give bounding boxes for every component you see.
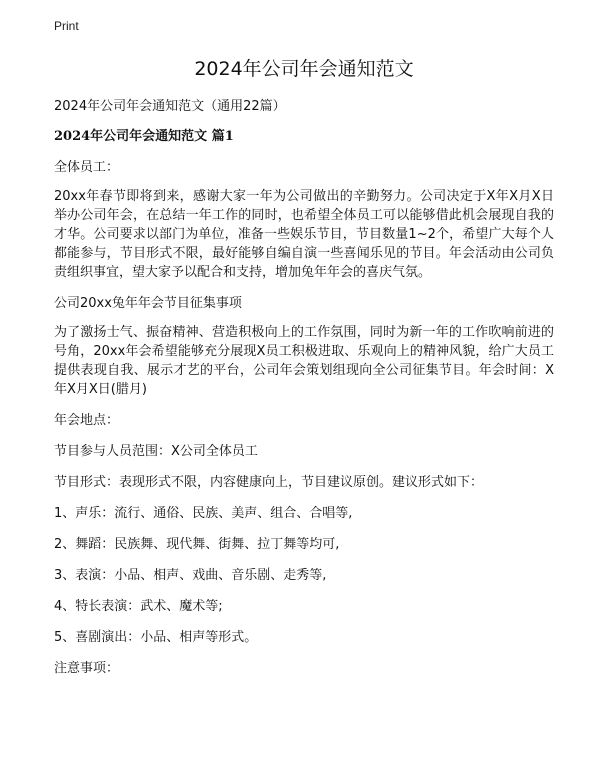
document-subtitle: 2024年公司年会通知范文（通用22篇） — [54, 99, 286, 114]
list-item: 4、特长表演：武术、魔术等; — [54, 599, 223, 614]
program-format-paragraph: 节目形式：表现形式不限，内容健康向上，节目建议原创。建议形式如下： — [54, 475, 484, 490]
print-link[interactable]: Print — [54, 19, 79, 33]
list-item: 1、声乐：流行、通俗、民族、美声、组合、合唱等, — [54, 506, 353, 521]
participants-paragraph: 节目参与人员范围：X公司全体员工 — [54, 444, 258, 459]
list-item: 5、喜剧演出：小品、相声等形式。 — [54, 630, 258, 645]
section-heading: 2024年公司年会通知范文 篇1 — [54, 129, 234, 144]
venue-paragraph: 年会地点： — [54, 413, 120, 428]
intro-paragraph: 20xx年春节即将到来，感谢大家一年为公司做出的辛勤努力。公司决定于X年X月X日举办公司年会，在总结一年工作的同时，也希望全体员工可以能够借此机会展现自我的才华。公司要求以部门为单位，准备一些娱乐节目，节目数量1~2个，希望广大每个人都能参与，节目形式不限，最好能够自编自演一些喜闻乐见的节目。年会活动由公司负责组织事宜，望大家予以配合和支持，增加兔年年会的喜庆气氛。 — [54, 189, 554, 280]
document-title: 2024年公司年会通知范文 — [194, 58, 414, 80]
program-collection-heading: 公司20xx兔年年会节目征集事项 — [54, 296, 242, 311]
document-body — [54, 56, 554, 688]
list-item: 3、表演：小品、相声、戏曲、音乐剧、走秀等, — [54, 568, 327, 583]
purpose-paragraph: 为了激扬士气、振奋精神、营造积极向上的工作氛围，同时为新一年的工作吹响前进的号角，20xx年会希望能够充分展现X员工积极进取、乐观向上的精神风貌，给广大员工提供表现自我、展示才艺的平台，公司年会策划组现向全公司征集节目。年会时间：X年X月X日(腊月) — [54, 325, 554, 397]
greeting-paragraph: 全体员工： — [54, 160, 120, 175]
list-item: 2、舞蹈：民族舞、现代舞、街舞、拉丁舞等均可, — [54, 537, 340, 552]
notes-heading: 注意事项： — [54, 661, 120, 676]
